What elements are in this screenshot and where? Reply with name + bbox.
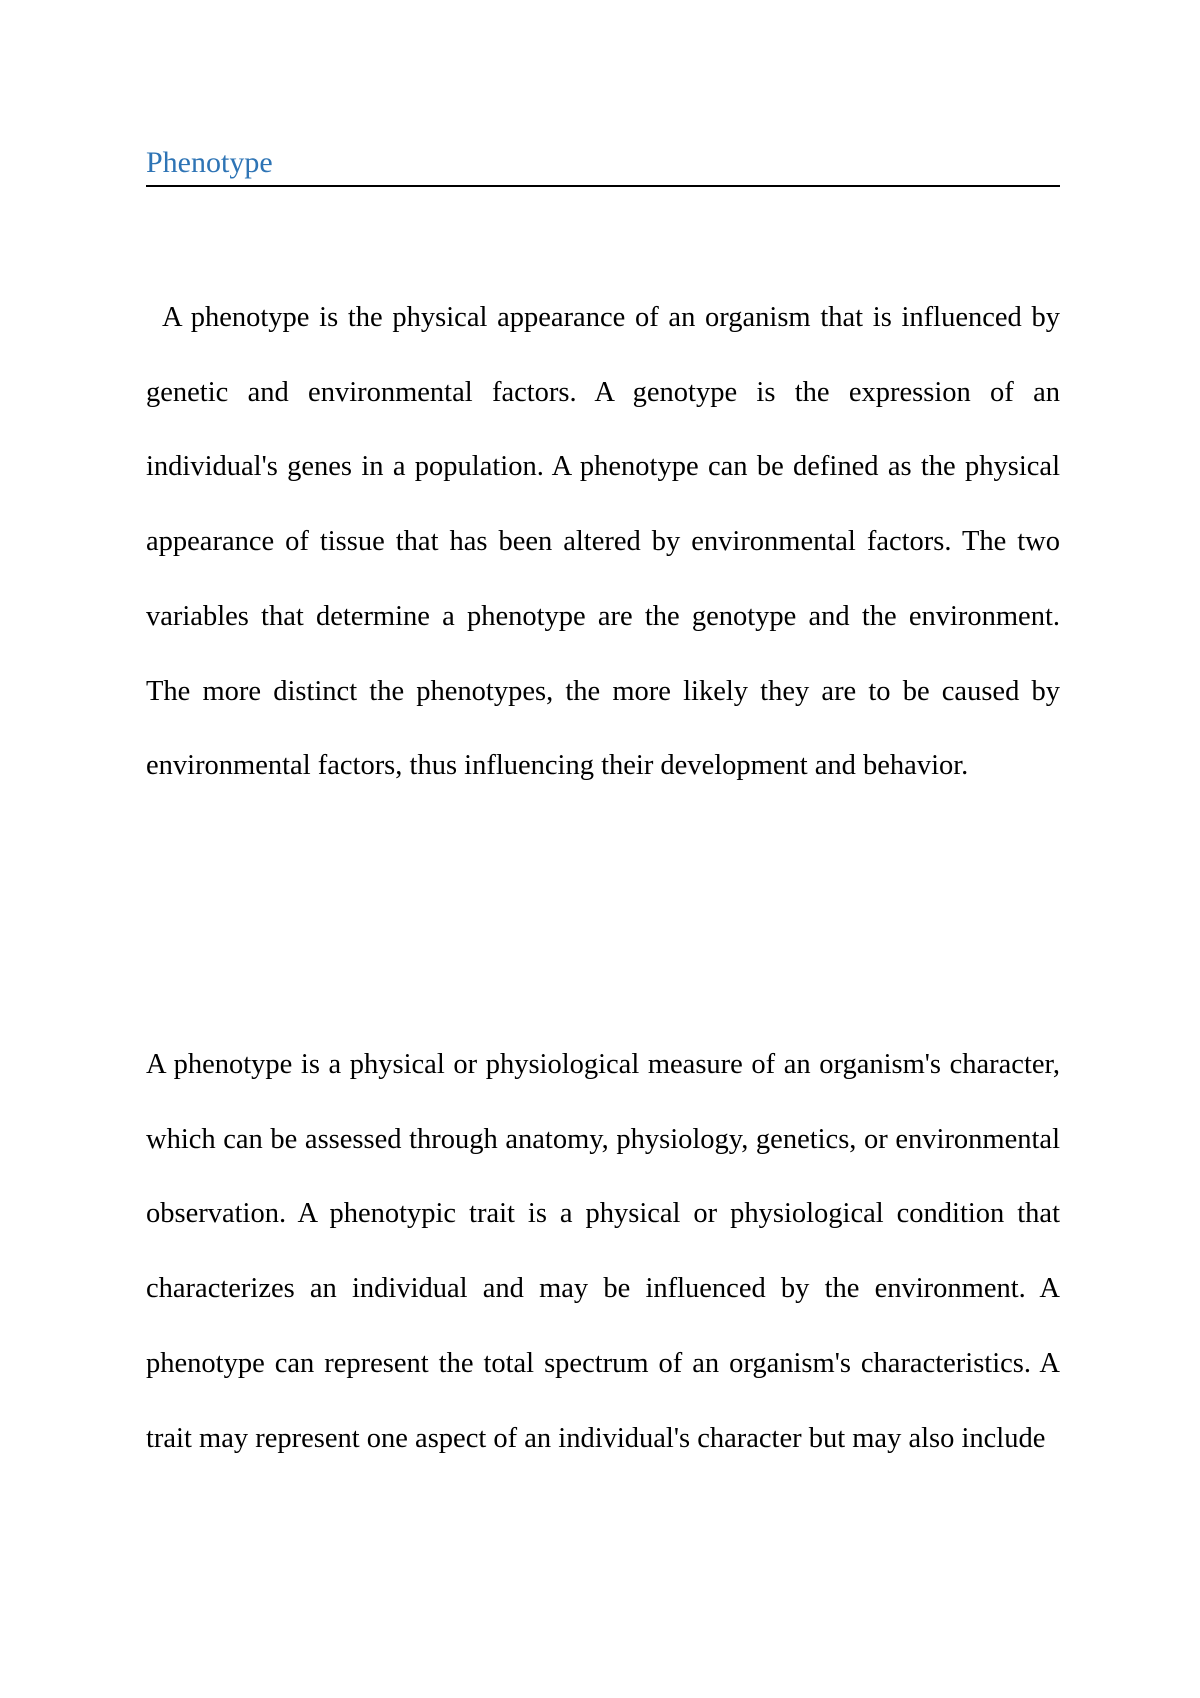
paragraph-1 bbox=[146, 281, 1060, 804]
section-heading: Phenotype bbox=[146, 143, 1060, 187]
paragraph-2: A phenotype is a physical or physiological measure of an organism's character, which can be assessed through anatomy, physiology, genetics, or environmental observation. A phenotypic trait is a physical or physiological condition that characterizes an individual and may be influenced by the environment. A phenotype can represent the total spectrum of an organism's characteristics. A trait may represent one aspect of an individual's character but may also include bbox=[146, 1049, 1060, 1454]
paragraph-1-text: A phenotype is the physical appearance of an organism that is influenced by genetic and environmental factors. A genotype is the expression of an individual's genes in a population. A phenotype can be defined as the physical appearance of tissue that has been altered by environmental factors. The two variables that determine a phenotype are the genotype and the environment. The more distinct the phenotypes, the more likely they are to be caused by environmental factors, thus influencing their development and behavior. bbox=[146, 302, 1060, 782]
